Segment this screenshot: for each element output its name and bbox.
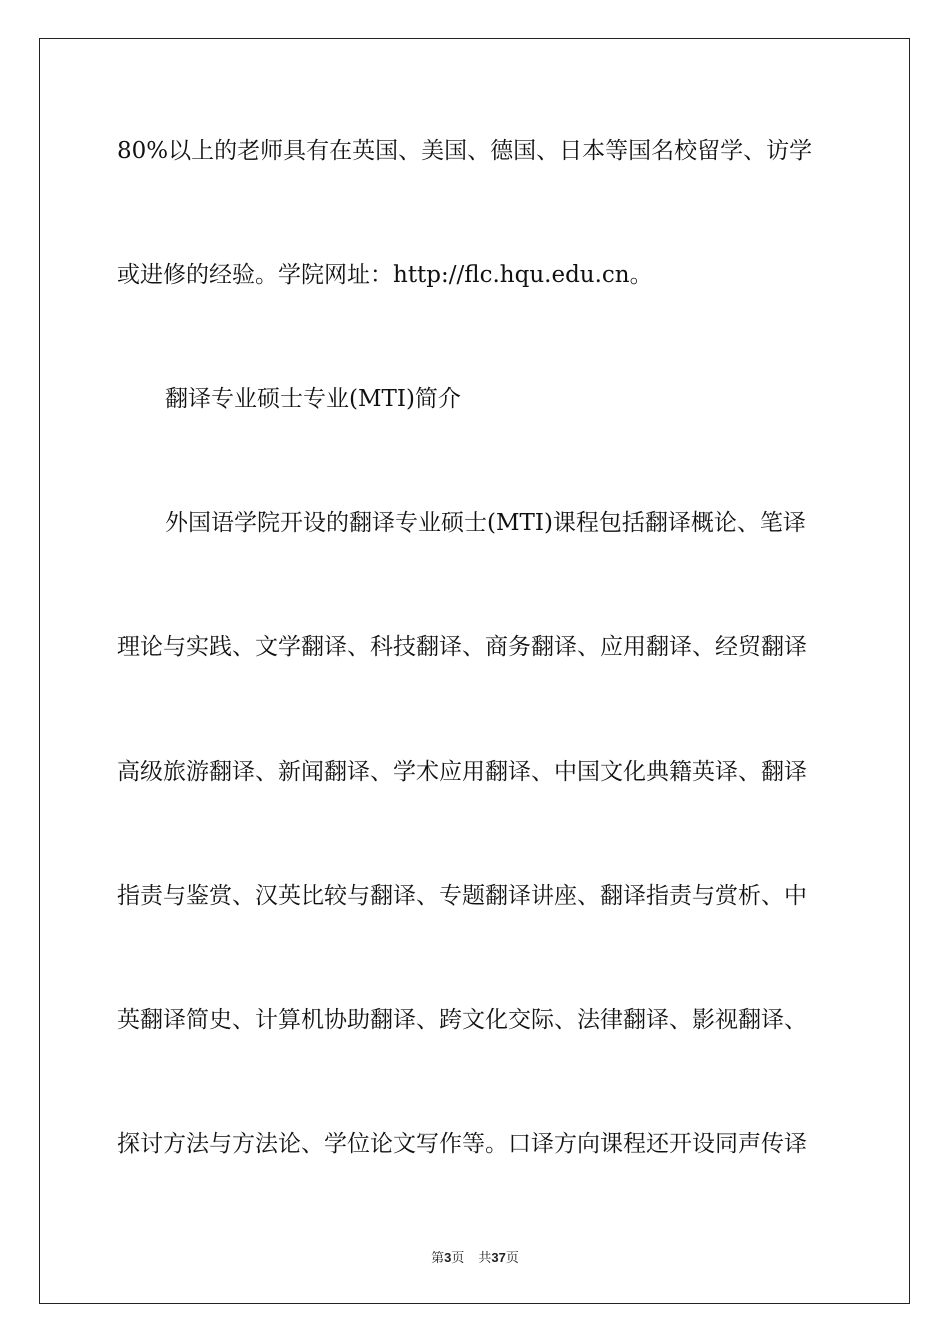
body-line-3: 外国语学院开设的翻译专业硕士(MTI)课程包括翻译概论、笔译 [165, 510, 806, 536]
footer-page-suffix: 页 [451, 1251, 465, 1266]
footer-total-suffix: 页 [505, 1251, 519, 1266]
body-line-4: 理论与实践、文学翻译、科技翻译、商务翻译、应用翻译、经贸翻译 [117, 634, 807, 660]
footer-page-prefix: 第 [431, 1251, 445, 1266]
footer-total-number: 37 [491, 1250, 506, 1265]
body-line-2: 或进修的经验。学院网址：http://flc.hqu.edu.cn。 [117, 262, 653, 288]
body-line-6: 指责与鉴赏、汉英比较与翻译、专题翻译讲座、翻译指责与赏析、中 [117, 883, 807, 909]
body-line-5: 高级旅游翻译、新闻翻译、学术应用翻译、中国文化典籍英译、翻译 [117, 759, 807, 785]
body-line-7: 英翻译简史、计算机协助翻译、跨文化交际、法律翻译、影视翻译、 [117, 1007, 807, 1033]
body-line-8: 探讨方法与方法论、学位论文写作等。口译方向课程还开设同声传译 [117, 1131, 807, 1157]
page-border [39, 38, 910, 1304]
page-footer [0, 1247, 950, 1266]
body-line-1: 80%以上的老师具有在英国、美国、德国、日本等国名校留学、访学 [117, 138, 813, 164]
footer-total-prefix: 共 [478, 1251, 492, 1266]
section-heading: 翻译专业硕士专业(MTI)简介 [165, 386, 461, 412]
footer-page-number: 3 [444, 1250, 452, 1265]
